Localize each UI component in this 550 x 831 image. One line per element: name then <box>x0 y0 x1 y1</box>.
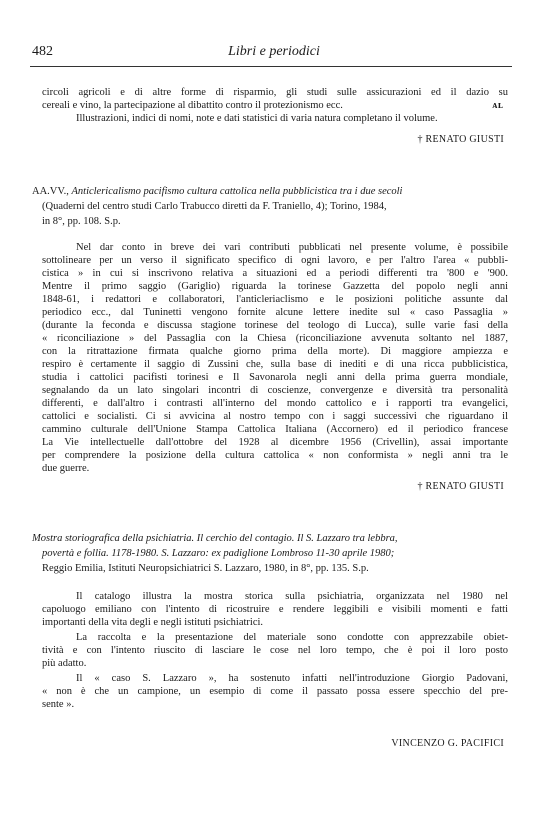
citation-line: Reggio Emilia, Istituti Neuropsichiatrici S. Lazzaro, 1980, in 8°, pp. 135. S.p. <box>42 563 369 574</box>
body-line: segnalando da un lato singolari incontri di coscienze, convergenze e diversità tra personalità <box>42 385 508 396</box>
body-line: differenti, e dall'altro i contrasti all'interno del mondo cattolico e i rapporti tra evangelici, <box>42 398 508 409</box>
review-1-line: circoli agricoli e di altre forme di risparmio, gli studi sulle assicurazioni ed il dazio su <box>42 87 508 98</box>
review-2-citation <box>32 184 508 229</box>
body-line: sottolineare per un verso il significato specifico di ogni lavoro, e per l'altro l'area « pubbli- <box>42 255 508 266</box>
body-line: Mentre il primo saggio (Gariglio) riguarda la torinese Gazzetta del popolo negli anni <box>42 281 508 292</box>
body-line: respiro è certamente il saggio di Zussini che, sulla base di inediti e di una ricca pubblicistica, <box>42 359 508 370</box>
citation-line: (Quaderni del centro studi Carlo Trabucco diretti da F. Traniello, 4); Torino, 1984, <box>42 201 387 212</box>
review-2-signature-row <box>42 480 508 493</box>
body-line: Nel dar conto in breve dei vari contributi pubblicati nel presente volume, è possibile <box>76 242 508 253</box>
review-3-body <box>42 590 508 711</box>
body-line: Il « caso S. Lazzaro », ha sostenuto infatti nell'introduzione Giorgio Padovani, <box>76 673 508 684</box>
review-1-note: Illustrazioni, indici di nomi, note e dati statistici di varia natura completano il volume. <box>76 113 438 124</box>
body-line: cistica » in cui si inscrivono relativa a situazioni ed a periodi differenti tra '800 e '900. <box>42 268 508 279</box>
running-header <box>30 44 518 64</box>
body-line: più adatto. <box>42 658 87 669</box>
body-line: 1848-61, i redattori e collaboratori, l'anticleriaclismo e le posizioni politiche assunte dal <box>42 294 508 305</box>
body-line: (durante la feconda e discussa stagione torinese del teologo di Lucca), sulle varie fasi della <box>42 320 508 331</box>
body-line: capoluogo emiliano con l'intento di ricostruire e rendere leggibili e visibili momenti e fatti <box>42 604 508 615</box>
body-line: sente ». <box>42 699 75 710</box>
review-3-signature: VINCENZO G. PACIFICI <box>391 738 504 749</box>
body-line: « non è che un campione, un esempio di come il passato possa essere specchio del pre- <box>42 686 508 697</box>
citation-author: AA.VV., <box>32 186 72 197</box>
review-1-signature: † RENATO GIUSTI <box>417 134 504 145</box>
review-2-signature: † RENATO GIUSTI <box>417 481 504 492</box>
body-line: cammino culturale dell'Unione Stampa Cattolica Italiana (Accornero) ed il periodico francese <box>42 424 508 435</box>
body-line: « riconciliazione » del Passaglia con la Chiesa (riconciliazione avvenuta soltanto nel 1887, <box>42 333 508 344</box>
citation-title: Anticlericalismo pacifismo cultura cattolica nella pubblicistica tra i due secoli <box>71 186 403 197</box>
page-number: 482 <box>32 44 53 59</box>
header-rule <box>30 66 512 67</box>
body-line: con la ritrattazione firmata qualche giorno prima della morte). Di maggiore ampiezza e <box>42 346 508 357</box>
body-line: La Vie intellectuelle dall'ottobre del 1928 al dicembre 1956 (Crivellin), assai importante <box>42 437 508 448</box>
body-line: studia i cattolici pacifisti torinesi e Il Savonarola negli anni della prima guerra mondiale, <box>42 372 508 383</box>
review-2-body <box>42 241 508 475</box>
body-line: periodico ecc., dal Tuninetti vengono fornite alcune lettere inedite sul « caso Passaglia » <box>42 307 508 318</box>
body-line: tività e con l'intento riuscito di lasciare le cose nel loro tempo, che è poi il loro posto <box>42 645 508 656</box>
body-line: per comprendere la posizione della cultura cattolica « non conformista » negli anni tra le <box>42 450 508 461</box>
body-line: importanti della vita degli e negli istituti psichiatrici. <box>42 617 264 628</box>
review-3-signature-row <box>42 737 508 750</box>
citation-line: in 8°, pp. 108. S.p. <box>42 216 121 227</box>
citation-line: Mostra storiografica della psichiatria. Il cerchio del contagio. Il S. Lazzaro tra lebbra, <box>32 533 398 544</box>
body-line: due guerre. <box>42 463 90 474</box>
review-1-line-text: cereali e vino, la partecipazione al dibattito contro il protezionismo ecc. <box>42 100 343 111</box>
citation-line <box>32 184 508 199</box>
body-line: La raccolta e la presentazione del materiale sono condotte con apprezzabile obiet- <box>76 632 508 643</box>
review-1-tail <box>42 86 508 146</box>
citation-line: povertà e follia. 1178-1980. S. Lazzaro: ex padiglione Lombroso 11-30 aprile 1980; <box>42 548 395 559</box>
body-line: Il catalogo illustra la mostra storica sulla psichiatria, organizzata nel 1980 nel <box>76 591 508 602</box>
body-line: cattolici e socialisti. Ci si avvicina al nostro tempo con i saggi successivi che riguardano il <box>42 411 508 422</box>
printer-mark: ᴀ ʟ <box>492 100 502 111</box>
running-head-title: Libri e periodici <box>228 44 320 59</box>
review-3-citation <box>32 531 508 576</box>
review-1-line-last <box>42 99 508 112</box>
